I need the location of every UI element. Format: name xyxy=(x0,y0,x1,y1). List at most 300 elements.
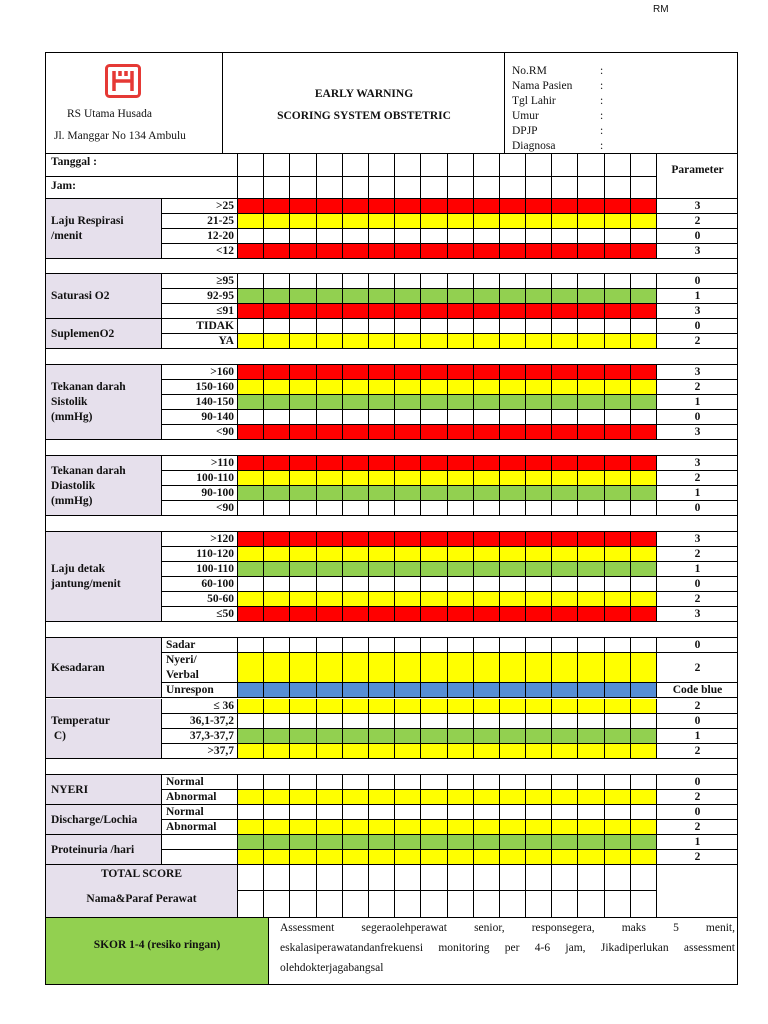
obs-cell[interactable] xyxy=(526,699,552,714)
obs-cell[interactable] xyxy=(421,547,447,562)
obs-cell[interactable] xyxy=(474,699,500,714)
obs-cell[interactable] xyxy=(578,304,604,319)
obs-cell[interactable] xyxy=(290,304,316,319)
obs-cell[interactable] xyxy=(317,744,343,759)
obs-cell[interactable] xyxy=(421,638,447,653)
obs-cell[interactable] xyxy=(290,891,316,918)
obs-cell[interactable] xyxy=(290,790,316,805)
obs-cell[interactable] xyxy=(631,214,657,229)
obs-cell[interactable] xyxy=(552,865,578,891)
obs-cell[interactable] xyxy=(290,729,316,744)
obs-cell[interactable] xyxy=(605,380,631,395)
obs-cell[interactable] xyxy=(526,214,552,229)
obs-cell[interactable] xyxy=(369,653,395,683)
obs-cell[interactable] xyxy=(552,177,578,199)
obs-cell[interactable] xyxy=(421,380,447,395)
obs-cell[interactable] xyxy=(552,244,578,259)
obs-cell[interactable] xyxy=(578,274,604,289)
obs-cell[interactable] xyxy=(474,835,500,850)
obs-cell[interactable] xyxy=(421,229,447,244)
obs-cell[interactable] xyxy=(317,532,343,547)
obs-cell[interactable] xyxy=(526,775,552,790)
obs-cell[interactable] xyxy=(448,577,474,592)
obs-cell[interactable] xyxy=(448,410,474,425)
obs-cell[interactable] xyxy=(552,562,578,577)
obs-cell[interactable] xyxy=(631,410,657,425)
obs-cell[interactable] xyxy=(448,289,474,304)
obs-cell[interactable] xyxy=(264,289,290,304)
obs-cell[interactable] xyxy=(343,471,369,486)
obs-cell[interactable] xyxy=(264,790,290,805)
obs-cell[interactable] xyxy=(631,334,657,349)
obs-cell[interactable] xyxy=(369,577,395,592)
obs-cell[interactable] xyxy=(421,410,447,425)
obs-cell[interactable] xyxy=(317,835,343,850)
obs-cell[interactable] xyxy=(238,214,264,229)
obs-cell[interactable] xyxy=(578,395,604,410)
obs-cell[interactable] xyxy=(343,891,369,918)
obs-cell[interactable] xyxy=(317,425,343,440)
obs-cell[interactable] xyxy=(552,289,578,304)
obs-cell[interactable] xyxy=(290,653,316,683)
obs-cell[interactable] xyxy=(526,289,552,304)
obs-cell[interactable] xyxy=(474,592,500,607)
obs-cell[interactable] xyxy=(238,562,264,577)
obs-cell[interactable] xyxy=(448,274,474,289)
obs-cell[interactable] xyxy=(395,744,421,759)
obs-cell[interactable] xyxy=(238,153,264,177)
obs-cell[interactable] xyxy=(395,153,421,177)
obs-cell[interactable] xyxy=(605,683,631,698)
obs-cell[interactable] xyxy=(552,425,578,440)
obs-cell[interactable] xyxy=(631,380,657,395)
obs-cell[interactable] xyxy=(421,319,447,334)
obs-cell[interactable] xyxy=(317,177,343,199)
obs-cell[interactable] xyxy=(369,744,395,759)
obs-cell[interactable] xyxy=(264,319,290,334)
obs-cell[interactable] xyxy=(631,289,657,304)
obs-cell[interactable] xyxy=(526,153,552,177)
obs-cell[interactable] xyxy=(605,592,631,607)
obs-cell[interactable] xyxy=(290,456,316,471)
obs-cell[interactable] xyxy=(343,790,369,805)
obs-cell[interactable] xyxy=(474,214,500,229)
obs-cell[interactable] xyxy=(552,319,578,334)
obs-cell[interactable] xyxy=(290,199,316,214)
obs-cell[interactable] xyxy=(552,380,578,395)
obs-cell[interactable] xyxy=(448,699,474,714)
obs-cell[interactable] xyxy=(631,653,657,683)
obs-cell[interactable] xyxy=(369,177,395,199)
obs-cell[interactable] xyxy=(264,410,290,425)
obs-cell[interactable] xyxy=(474,547,500,562)
obs-cell[interactable] xyxy=(290,244,316,259)
obs-cell[interactable] xyxy=(369,683,395,698)
obs-cell[interactable] xyxy=(343,501,369,516)
obs-cell[interactable] xyxy=(631,820,657,835)
obs-cell[interactable] xyxy=(343,380,369,395)
obs-cell[interactable] xyxy=(317,850,343,865)
obs-cell[interactable] xyxy=(290,471,316,486)
obs-cell[interactable] xyxy=(395,199,421,214)
obs-cell[interactable] xyxy=(395,244,421,259)
obs-cell[interactable] xyxy=(578,214,604,229)
obs-cell[interactable] xyxy=(343,729,369,744)
obs-cell[interactable] xyxy=(369,865,395,891)
obs-cell[interactable] xyxy=(290,380,316,395)
obs-cell[interactable] xyxy=(421,334,447,349)
obs-cell[interactable] xyxy=(238,274,264,289)
obs-cell[interactable] xyxy=(526,471,552,486)
obs-cell[interactable] xyxy=(474,820,500,835)
obs-cell[interactable] xyxy=(290,410,316,425)
obs-cell[interactable] xyxy=(448,153,474,177)
obs-cell[interactable] xyxy=(578,289,604,304)
obs-cell[interactable] xyxy=(526,638,552,653)
obs-cell[interactable] xyxy=(290,395,316,410)
obs-cell[interactable] xyxy=(395,304,421,319)
obs-cell[interactable] xyxy=(474,744,500,759)
obs-cell[interactable] xyxy=(605,607,631,622)
obs-cell[interactable] xyxy=(238,229,264,244)
obs-cell[interactable] xyxy=(421,304,447,319)
obs-cell[interactable] xyxy=(238,850,264,865)
obs-cell[interactable] xyxy=(578,410,604,425)
obs-cell[interactable] xyxy=(369,410,395,425)
obs-cell[interactable] xyxy=(343,638,369,653)
obs-cell[interactable] xyxy=(578,592,604,607)
obs-cell[interactable] xyxy=(578,577,604,592)
obs-cell[interactable] xyxy=(421,699,447,714)
obs-cell[interactable] xyxy=(395,274,421,289)
obs-cell[interactable] xyxy=(421,805,447,820)
obs-cell[interactable] xyxy=(369,532,395,547)
obs-cell[interactable] xyxy=(526,607,552,622)
obs-cell[interactable] xyxy=(631,425,657,440)
obs-cell[interactable] xyxy=(369,380,395,395)
obs-cell[interactable] xyxy=(421,835,447,850)
obs-cell[interactable] xyxy=(421,562,447,577)
obs-cell[interactable] xyxy=(552,775,578,790)
obs-cell[interactable] xyxy=(605,547,631,562)
obs-cell[interactable] xyxy=(290,547,316,562)
obs-cell[interactable] xyxy=(605,214,631,229)
obs-cell[interactable] xyxy=(369,425,395,440)
obs-cell[interactable] xyxy=(578,456,604,471)
obs-cell[interactable] xyxy=(474,244,500,259)
obs-cell[interactable] xyxy=(631,199,657,214)
obs-cell[interactable] xyxy=(526,850,552,865)
obs-cell[interactable] xyxy=(317,820,343,835)
obs-cell[interactable] xyxy=(526,380,552,395)
obs-cell[interactable] xyxy=(631,229,657,244)
obs-cell[interactable] xyxy=(448,501,474,516)
obs-cell[interactable] xyxy=(369,547,395,562)
obs-cell[interactable] xyxy=(290,607,316,622)
obs-cell[interactable] xyxy=(343,153,369,177)
obs-cell[interactable] xyxy=(238,592,264,607)
obs-cell[interactable] xyxy=(369,274,395,289)
obs-cell[interactable] xyxy=(605,153,631,177)
obs-cell[interactable] xyxy=(552,729,578,744)
obs-cell[interactable] xyxy=(448,244,474,259)
obs-cell[interactable] xyxy=(395,365,421,380)
obs-cell[interactable] xyxy=(474,395,500,410)
obs-cell[interactable] xyxy=(526,177,552,199)
obs-cell[interactable] xyxy=(552,592,578,607)
obs-cell[interactable] xyxy=(317,229,343,244)
obs-cell[interactable] xyxy=(578,153,604,177)
obs-cell[interactable] xyxy=(631,865,657,891)
obs-cell[interactable] xyxy=(343,410,369,425)
obs-cell[interactable] xyxy=(369,805,395,820)
obs-cell[interactable] xyxy=(526,683,552,698)
obs-cell[interactable] xyxy=(605,532,631,547)
obs-cell[interactable] xyxy=(317,729,343,744)
obs-cell[interactable] xyxy=(474,805,500,820)
obs-cell[interactable] xyxy=(395,638,421,653)
obs-cell[interactable] xyxy=(421,425,447,440)
obs-cell[interactable] xyxy=(264,653,290,683)
obs-cell[interactable] xyxy=(526,891,552,918)
obs-cell[interactable] xyxy=(421,244,447,259)
obs-cell[interactable] xyxy=(448,607,474,622)
obs-cell[interactable] xyxy=(238,744,264,759)
obs-cell[interactable] xyxy=(343,214,369,229)
obs-cell[interactable] xyxy=(448,365,474,380)
obs-cell[interactable] xyxy=(526,274,552,289)
obs-cell[interactable] xyxy=(317,365,343,380)
obs-cell[interactable] xyxy=(552,891,578,918)
obs-cell[interactable] xyxy=(552,577,578,592)
obs-cell[interactable] xyxy=(448,486,474,501)
obs-cell[interactable] xyxy=(238,891,264,918)
obs-cell[interactable] xyxy=(343,592,369,607)
obs-cell[interactable] xyxy=(526,229,552,244)
obs-cell[interactable] xyxy=(578,501,604,516)
obs-cell[interactable] xyxy=(369,199,395,214)
obs-cell[interactable] xyxy=(290,683,316,698)
obs-cell[interactable] xyxy=(369,304,395,319)
obs-cell[interactable] xyxy=(238,607,264,622)
obs-cell[interactable] xyxy=(290,365,316,380)
obs-cell[interactable] xyxy=(578,744,604,759)
obs-cell[interactable] xyxy=(421,865,447,891)
obs-cell[interactable] xyxy=(395,532,421,547)
obs-cell[interactable] xyxy=(238,699,264,714)
obs-cell[interactable] xyxy=(421,532,447,547)
obs-cell[interactable] xyxy=(474,289,500,304)
obs-cell[interactable] xyxy=(317,304,343,319)
obs-cell[interactable] xyxy=(500,334,526,349)
obs-cell[interactable] xyxy=(343,244,369,259)
obs-cell[interactable] xyxy=(448,865,474,891)
obs-cell[interactable] xyxy=(500,562,526,577)
obs-cell[interactable] xyxy=(474,365,500,380)
obs-cell[interactable] xyxy=(526,244,552,259)
obs-cell[interactable] xyxy=(264,729,290,744)
obs-cell[interactable] xyxy=(500,835,526,850)
obs-cell[interactable] xyxy=(474,775,500,790)
obs-cell[interactable] xyxy=(631,365,657,380)
obs-cell[interactable] xyxy=(395,334,421,349)
obs-cell[interactable] xyxy=(264,638,290,653)
obs-cell[interactable] xyxy=(264,699,290,714)
obs-cell[interactable] xyxy=(369,395,395,410)
obs-cell[interactable] xyxy=(343,607,369,622)
obs-cell[interactable] xyxy=(290,699,316,714)
obs-cell[interactable] xyxy=(552,653,578,683)
obs-cell[interactable] xyxy=(578,319,604,334)
obs-cell[interactable] xyxy=(500,820,526,835)
obs-cell[interactable] xyxy=(474,891,500,918)
obs-cell[interactable] xyxy=(448,775,474,790)
obs-cell[interactable] xyxy=(421,199,447,214)
obs-cell[interactable] xyxy=(605,729,631,744)
obs-cell[interactable] xyxy=(238,714,264,729)
obs-cell[interactable] xyxy=(448,471,474,486)
obs-cell[interactable] xyxy=(317,244,343,259)
obs-cell[interactable] xyxy=(343,775,369,790)
obs-cell[interactable] xyxy=(317,638,343,653)
obs-cell[interactable] xyxy=(290,153,316,177)
obs-cell[interactable] xyxy=(317,865,343,891)
obs-cell[interactable] xyxy=(343,199,369,214)
obs-cell[interactable] xyxy=(369,592,395,607)
obs-cell[interactable] xyxy=(605,820,631,835)
obs-cell[interactable] xyxy=(395,775,421,790)
obs-cell[interactable] xyxy=(369,334,395,349)
obs-cell[interactable] xyxy=(421,714,447,729)
obs-cell[interactable] xyxy=(369,638,395,653)
obs-cell[interactable] xyxy=(290,274,316,289)
obs-cell[interactable] xyxy=(264,456,290,471)
obs-cell[interactable] xyxy=(631,638,657,653)
obs-cell[interactable] xyxy=(474,607,500,622)
obs-cell[interactable] xyxy=(238,486,264,501)
obs-cell[interactable] xyxy=(552,501,578,516)
obs-cell[interactable] xyxy=(343,699,369,714)
obs-cell[interactable] xyxy=(474,334,500,349)
obs-cell[interactable] xyxy=(578,244,604,259)
obs-cell[interactable] xyxy=(605,229,631,244)
obs-cell[interactable] xyxy=(552,744,578,759)
obs-cell[interactable] xyxy=(421,729,447,744)
obs-cell[interactable] xyxy=(264,153,290,177)
obs-cell[interactable] xyxy=(421,274,447,289)
obs-cell[interactable] xyxy=(369,607,395,622)
obs-cell[interactable] xyxy=(264,380,290,395)
obs-cell[interactable] xyxy=(238,365,264,380)
obs-cell[interactable] xyxy=(448,683,474,698)
obs-cell[interactable] xyxy=(290,334,316,349)
obs-cell[interactable] xyxy=(343,425,369,440)
obs-cell[interactable] xyxy=(448,835,474,850)
obs-cell[interactable] xyxy=(474,577,500,592)
obs-cell[interactable] xyxy=(238,319,264,334)
obs-cell[interactable] xyxy=(448,380,474,395)
obs-cell[interactable] xyxy=(631,891,657,918)
obs-cell[interactable] xyxy=(474,714,500,729)
obs-cell[interactable] xyxy=(317,607,343,622)
obs-cell[interactable] xyxy=(264,486,290,501)
obs-cell[interactable] xyxy=(474,177,500,199)
obs-cell[interactable] xyxy=(395,790,421,805)
obs-cell[interactable] xyxy=(448,456,474,471)
obs-cell[interactable] xyxy=(448,653,474,683)
obs-cell[interactable] xyxy=(317,289,343,304)
obs-cell[interactable] xyxy=(500,653,526,683)
obs-cell[interactable] xyxy=(474,319,500,334)
obs-cell[interactable] xyxy=(631,501,657,516)
obs-cell[interactable] xyxy=(448,891,474,918)
obs-cell[interactable] xyxy=(578,805,604,820)
obs-cell[interactable] xyxy=(238,577,264,592)
obs-cell[interactable] xyxy=(264,304,290,319)
obs-cell[interactable] xyxy=(317,214,343,229)
obs-cell[interactable] xyxy=(578,177,604,199)
obs-cell[interactable] xyxy=(238,501,264,516)
obs-cell[interactable] xyxy=(500,699,526,714)
obs-cell[interactable] xyxy=(448,638,474,653)
obs-cell[interactable] xyxy=(448,790,474,805)
obs-cell[interactable] xyxy=(290,319,316,334)
obs-cell[interactable] xyxy=(395,607,421,622)
obs-cell[interactable] xyxy=(605,244,631,259)
obs-cell[interactable] xyxy=(238,865,264,891)
obs-cell[interactable] xyxy=(578,334,604,349)
obs-cell[interactable] xyxy=(395,380,421,395)
obs-cell[interactable] xyxy=(631,775,657,790)
obs-cell[interactable] xyxy=(238,334,264,349)
obs-cell[interactable] xyxy=(369,365,395,380)
obs-cell[interactable] xyxy=(317,380,343,395)
obs-cell[interactable] xyxy=(605,744,631,759)
obs-cell[interactable] xyxy=(448,562,474,577)
obs-cell[interactable] xyxy=(474,229,500,244)
obs-cell[interactable] xyxy=(500,456,526,471)
obs-cell[interactable] xyxy=(526,577,552,592)
obs-cell[interactable] xyxy=(369,319,395,334)
obs-cell[interactable] xyxy=(552,607,578,622)
obs-cell[interactable] xyxy=(343,683,369,698)
obs-cell[interactable] xyxy=(290,486,316,501)
obs-cell[interactable] xyxy=(605,562,631,577)
obs-cell[interactable] xyxy=(605,891,631,918)
obs-cell[interactable] xyxy=(500,592,526,607)
obs-cell[interactable] xyxy=(500,199,526,214)
obs-cell[interactable] xyxy=(500,214,526,229)
obs-cell[interactable] xyxy=(552,304,578,319)
obs-cell[interactable] xyxy=(238,304,264,319)
obs-cell[interactable] xyxy=(552,790,578,805)
obs-cell[interactable] xyxy=(631,547,657,562)
obs-cell[interactable] xyxy=(264,714,290,729)
obs-cell[interactable] xyxy=(395,319,421,334)
obs-cell[interactable] xyxy=(238,425,264,440)
obs-cell[interactable] xyxy=(578,790,604,805)
obs-cell[interactable] xyxy=(238,177,264,199)
obs-cell[interactable] xyxy=(526,319,552,334)
obs-cell[interactable] xyxy=(343,653,369,683)
obs-cell[interactable] xyxy=(264,177,290,199)
obs-cell[interactable] xyxy=(552,699,578,714)
obs-cell[interactable] xyxy=(552,638,578,653)
obs-cell[interactable] xyxy=(552,805,578,820)
obs-cell[interactable] xyxy=(421,653,447,683)
obs-cell[interactable] xyxy=(526,365,552,380)
obs-cell[interactable] xyxy=(317,577,343,592)
